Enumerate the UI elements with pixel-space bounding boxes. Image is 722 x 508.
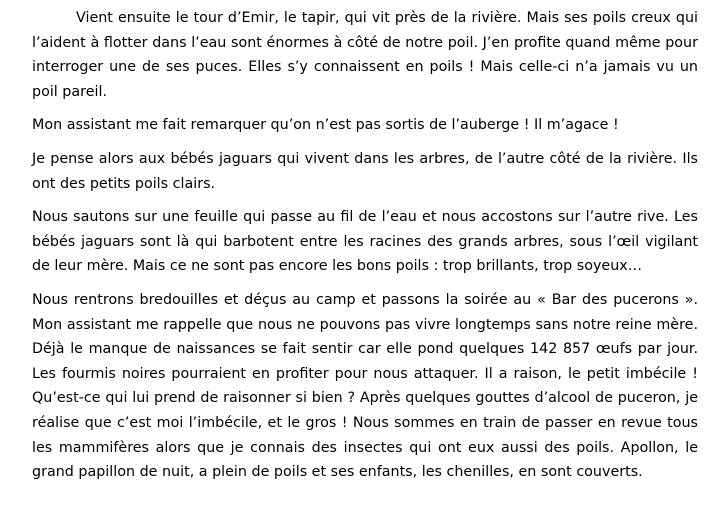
paragraph-other-shore: Nous sautons sur une feuille qui passe au fil de l’eau et nous accostons sur l’autre rive. Les bébés jaguars sont là qui barbotent entre les racines des grands arbres, sous l’œil vigilant de leur mère. Mais ce ne sont pas encore les bons poils : trop brillants, trop soyeux… bbox=[32, 209, 698, 275]
paragraph-bar-des-pucerons: Nous rentrons bredouilles et déçus au camp et passons la soirée au « Bar des pucerons ». Mon assistant me rappelle que nous ne pouvons pas vivre longtemps sans notre reine mère. Déjà le manque de naissances se fait sentir car elle pond quelques 142 857 œufs par jour. Les fourmis noires pourraient en profiter pour nous attaquer. Il a raison, le petit imbécile ! Qu’est-ce qui lui prend de raisonner si bien ? Après quelques gouttes d’alcool de puceron, je réalise que c’est moi l’imbécile, et le gros ! Nous sommes en train de passer en revue tous les mammifères alors que je connais des insectes qui ont eux aussi des poils. Apollon, le grand papillon de nuit, a plein de poils et ses enfants, les chenilles, en sont couverts. bbox=[32, 291, 698, 481]
document-page bbox=[32, 6, 698, 485]
paragraph-assistant-remark: Mon assistant me fait remarquer qu’on n’est pas sortis de l’auberge ! Il m’agace ! bbox=[32, 117, 619, 134]
paragraph-baby-jaguars: Je pense alors aux bébés jaguars qui vivent dans les arbres, de l’autre côté de la rivière. Ils ont des petits poils clairs. bbox=[32, 150, 698, 192]
paragraph-emir-tapir: Vient ensuite le tour d’Emir, le tapir, qui vit près de la rivière. Mais ses poils creux qui l’aident à flotter dans l’eau sont énormes à côté de notre poil. J’en profite quand même pour interroger une de ses puces. Elles s’y connaissent en poils ! Mais celle-ci n’a jamais vu un poil pareil. bbox=[32, 10, 698, 100]
